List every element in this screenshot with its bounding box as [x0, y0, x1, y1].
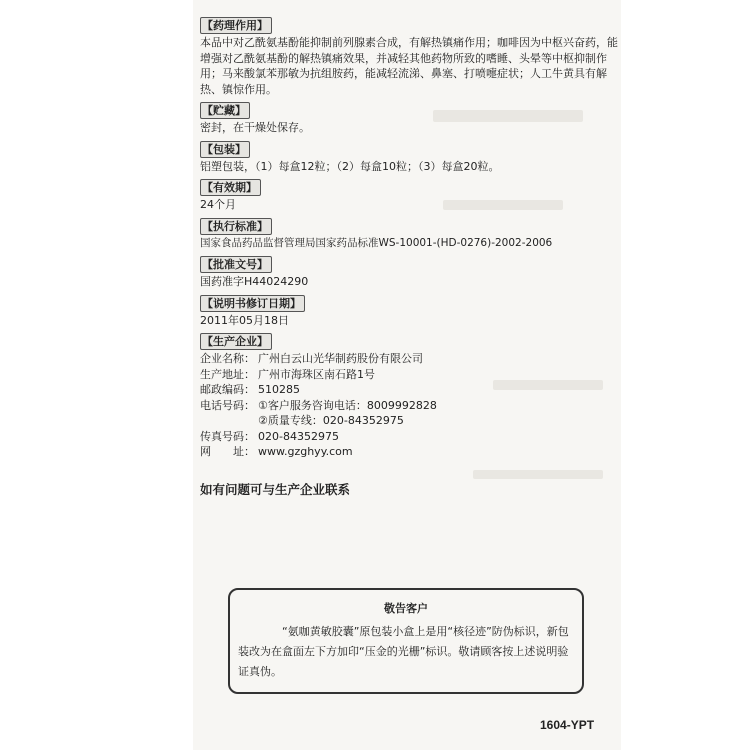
field-label: 网 址： [200, 445, 255, 458]
fax-row [200, 429, 620, 445]
phone-quality-row [200, 413, 620, 429]
fax-number: 020-84352975 [258, 429, 339, 443]
address-row [200, 367, 620, 383]
postcode: 510285 [258, 383, 300, 396]
section-heading: 【生产企业】 [200, 333, 272, 350]
phone-service: ①客户服务咨询电话：8009992828 [258, 398, 437, 412]
notice-title: 敬告客户 [384, 602, 428, 615]
postcode-row [200, 382, 620, 398]
section-text: 国药准字H44024290 [200, 275, 309, 288]
phone-quality: ②质量专线：020-84352975 [258, 414, 404, 427]
contact-note: 如有问题可与生产企业联系 [200, 481, 351, 497]
field-label: 传真号码： [200, 429, 255, 443]
section-heading: 【执行标准】 [200, 218, 272, 235]
section-validity [200, 176, 620, 213]
section-manufacturer [200, 330, 620, 460]
section-text: 2011年05月18日 [200, 313, 289, 327]
notice-text: “氨咖黄敏胶囊”原包装小盒上是用“核径迹”防伪标识，新包装改为在盒面左下方加印“压金的光栅”标识。敬请顾客按上述说明验证真伪。 [238, 625, 569, 678]
section-heading: 【药理作用】 [200, 17, 272, 34]
website-row [200, 444, 620, 460]
indent-spacer [200, 413, 258, 429]
field-label: 电话号码： [200, 398, 255, 412]
company-name: 广州白云山光华制药股份有限公司 [258, 352, 423, 365]
section-heading: 【贮藏】 [200, 102, 250, 119]
section-storage [200, 99, 620, 136]
section-approval [200, 253, 620, 290]
phone-row [200, 398, 620, 414]
section-text: 国家食品药品监督管理局国家药品标准WS-10001-(HD-0276)-2002-2006 [200, 236, 553, 249]
customer-notice-box [228, 588, 584, 694]
section-heading: 【说明书修订日期】 [200, 295, 305, 312]
section-standard [200, 215, 620, 252]
section-text: 本品中对乙酰氨基酚能抑制前列腺素合成，有解热镇痛作用；咖啡因为中枢兴奋药，能增强对乙酰氨基酚的解热镇痛效果，并减轻其他药物所致的嗜睡、头晕等中枢抑制作用；马来酸氯苯那敏为抗组胺药，能减轻流涕、鼻塞、打喷嚏症状；人工牛黄具有解热、镇惊作用。 [200, 36, 618, 96]
section-revision-date [200, 292, 620, 329]
company-name-row [200, 351, 620, 367]
section-text: 铝塑包装，（1）每盒12粒；（2）每盒10粒；（3）每盒20粒。 [200, 159, 500, 173]
section-heading: 【有效期】 [200, 179, 261, 196]
section-package [200, 138, 620, 175]
section-text: 密封，在干燥处保存。 [200, 121, 310, 134]
section-text: 24个月 [200, 198, 236, 211]
leaflet-content [200, 14, 620, 498]
company-address: 广州市海珠区南石路1号 [258, 367, 375, 381]
field-label: 邮政编码： [200, 383, 255, 396]
footer-code: 1604-YPT [540, 718, 595, 732]
field-label: 企业名称： [200, 352, 255, 365]
section-pharmacology [200, 14, 620, 97]
section-heading: 【包装】 [200, 141, 250, 158]
field-label: 生产地址： [200, 367, 255, 381]
section-heading: 【批准文号】 [200, 256, 272, 273]
website: www.gzghyy.com [258, 445, 353, 458]
